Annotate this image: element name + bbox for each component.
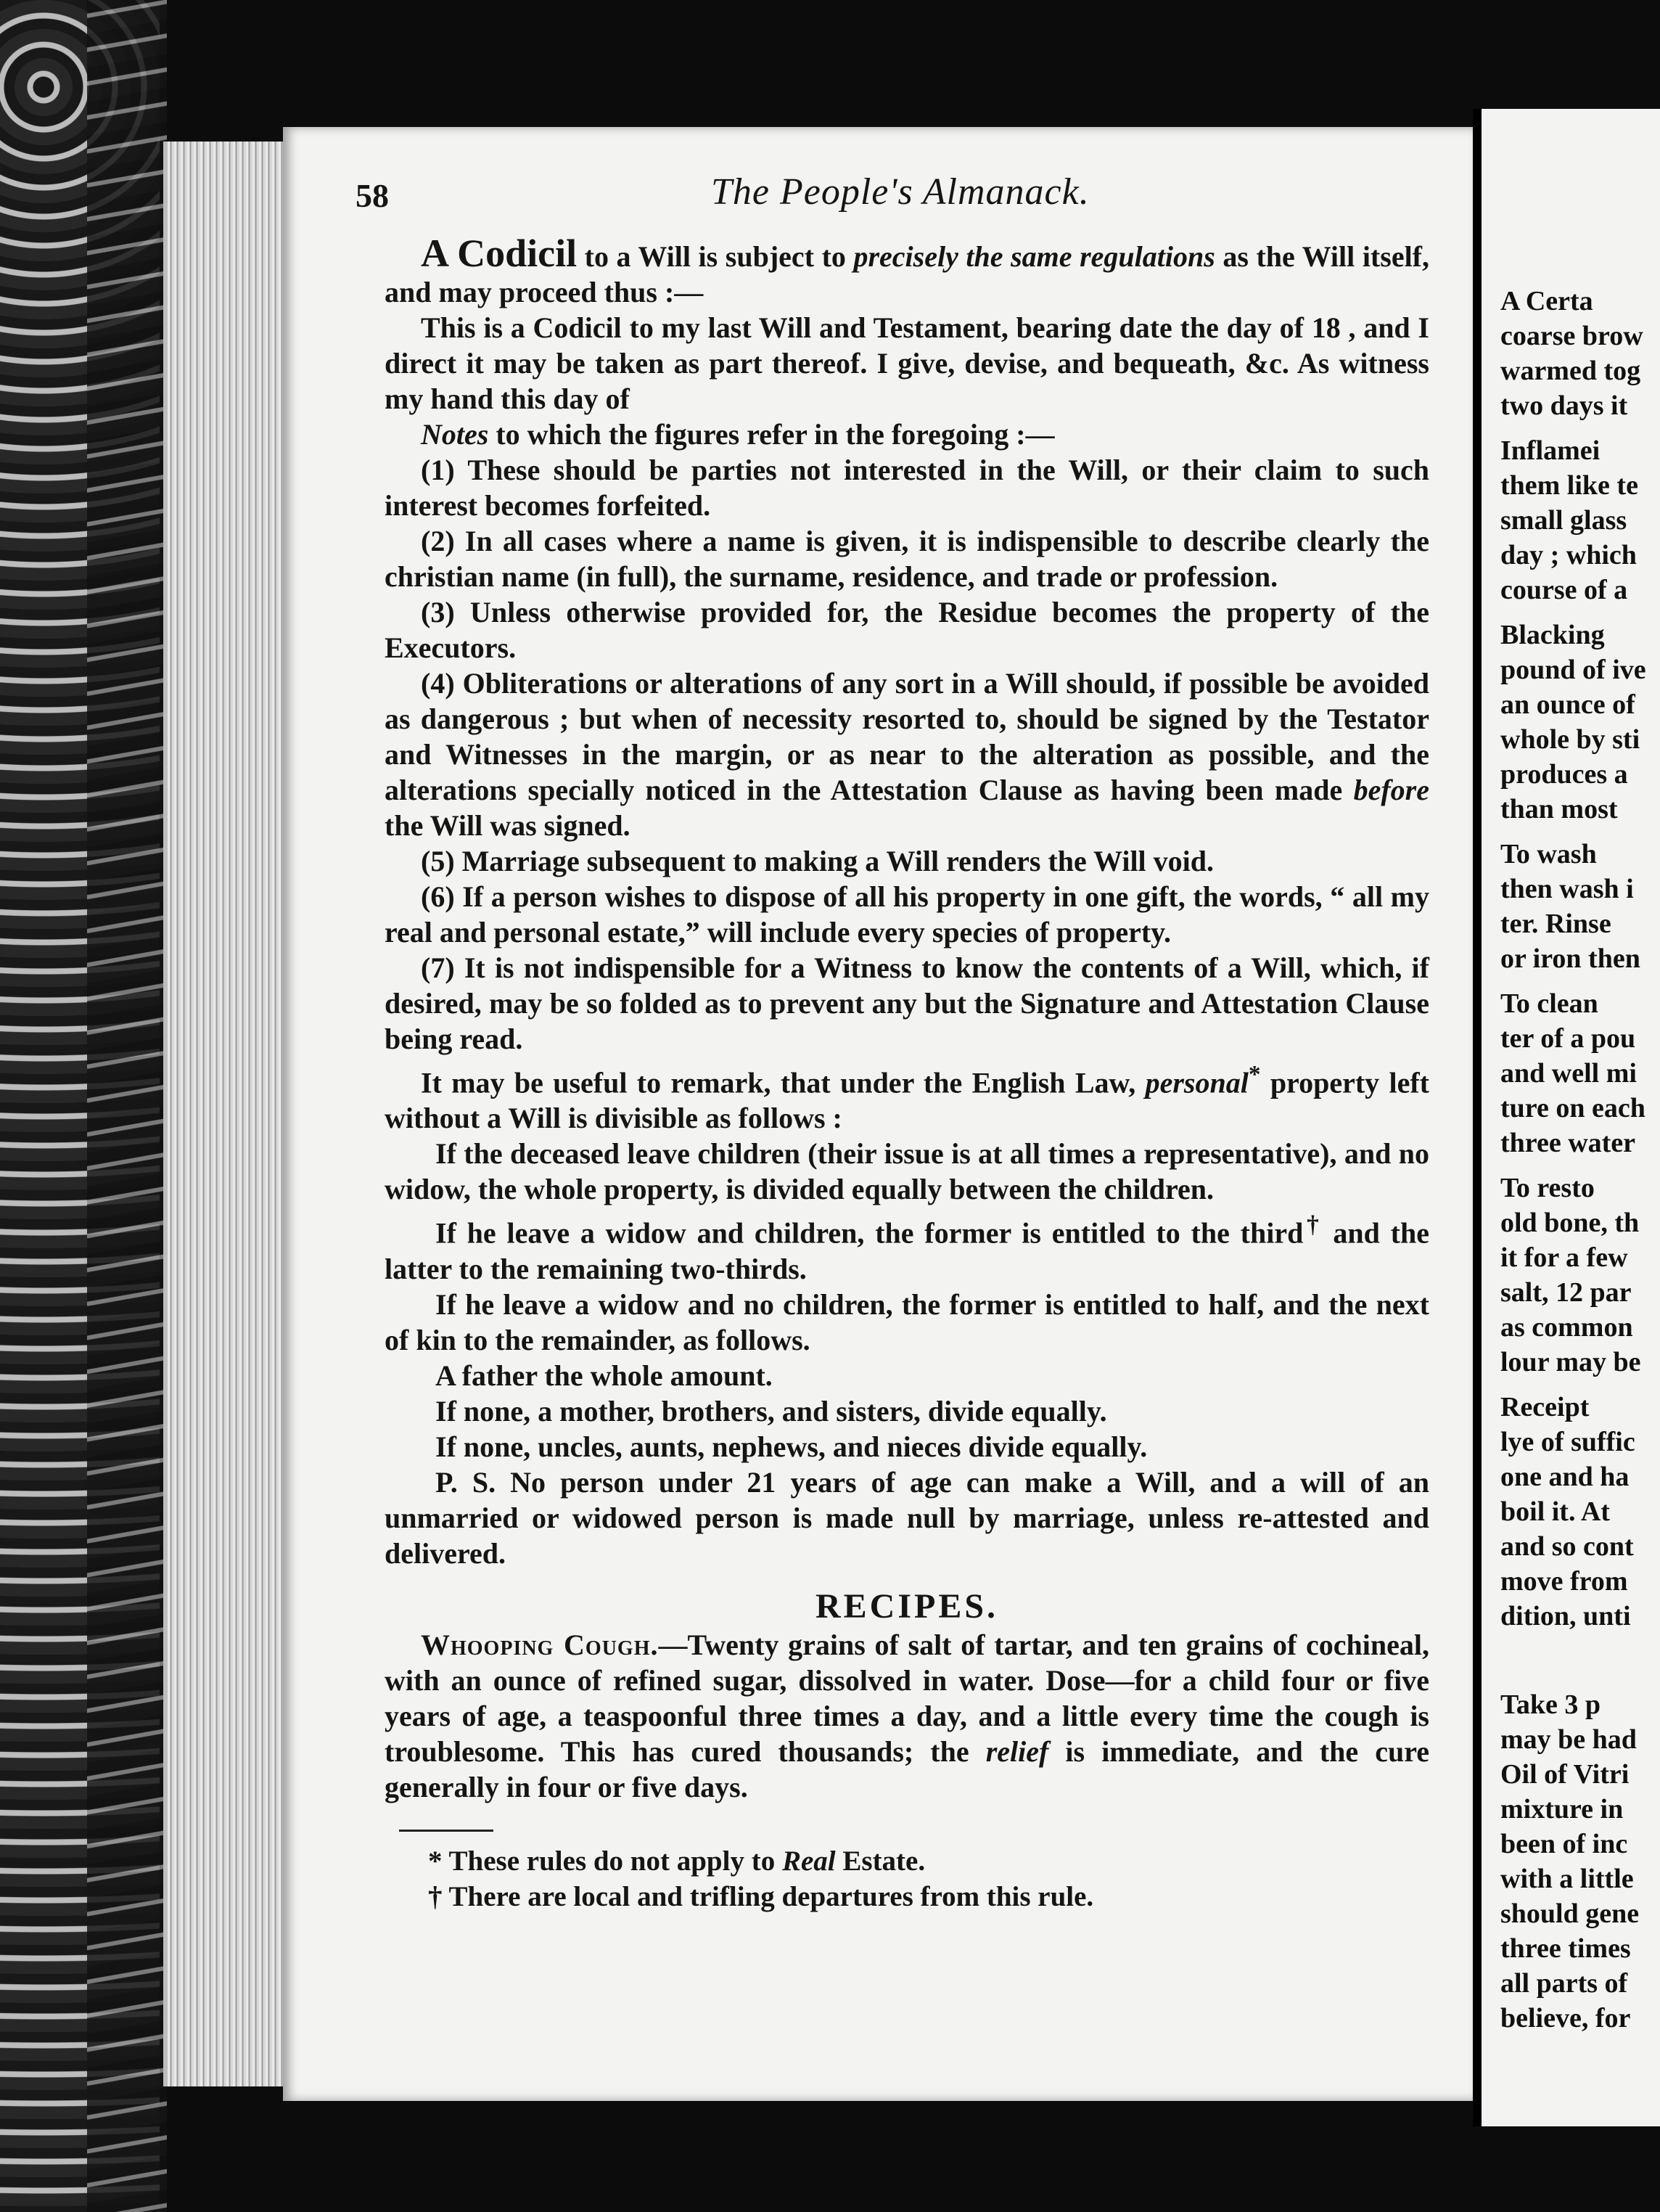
rule-widow-no-children: If he leave a widow and no children, the former is entitled to half, and the next of kin to the remainder, as follows. (385, 1287, 1429, 1356)
right-page-line: them like te (1500, 470, 1638, 501)
footnote-mark-asterisk: * (1248, 1061, 1261, 1088)
right-page-line: ter of a pou (1500, 1023, 1636, 1054)
english-law-emphasis: personal (1145, 1066, 1249, 1099)
note-7: (7) It is not indispensible for a Witness to know the contents of a Will, which, if desired, may be so folded as to prevent any but the Signature and Attestation Clause being read. (385, 951, 1429, 1055)
right-page-line: and well mi (1500, 1058, 1637, 1089)
rule-widow-children (385, 1207, 1429, 1286)
right-page-line: two days it (1500, 390, 1628, 421)
rule-mother: If none, a mother, brothers, and sisters, divide equally. (435, 1394, 1107, 1427)
notes-intro (385, 417, 1429, 452)
right-page-line: whole by sti (1500, 724, 1640, 755)
notes-rest: to which the figures refer in the foregoing :— (488, 418, 1055, 451)
footnote-dagger: † There are local and trifling departures from this rule. (428, 1880, 1094, 1912)
note-1: (1) These should be parties not interested in the Will, or their claim to such interest becomes forfeited. (385, 454, 1429, 522)
rule-widow-children-end: and the latter to the remaining two-thirds. (385, 1216, 1429, 1285)
right-page-line: To clean (1500, 988, 1598, 1019)
right-page-line: course of a (1500, 575, 1628, 605)
codicil-text: to a Will is subject to (577, 240, 854, 273)
whooping-cough-title: Whooping Cough. (421, 1628, 659, 1661)
whooping-cough-recipe (385, 1627, 1429, 1805)
note-5: (5) Marriage subsequent to making a Will renders the Will void. (421, 845, 1215, 877)
right-page-line: should gene (1500, 1898, 1640, 1929)
note-4 (385, 665, 1429, 843)
right-page-line: ter. Rinse (1500, 909, 1611, 939)
right-page-line: To wash (1500, 839, 1597, 869)
right-page-line: pound of ive (1500, 655, 1646, 685)
marbled-book-edge-inner (87, 0, 167, 2212)
right-page-line: warmed tog (1500, 356, 1641, 386)
right-page-line: one and ha (1500, 1462, 1630, 1492)
right-page-line: coarse brow (1500, 321, 1643, 351)
rule-father: A father the whole amount. (435, 1359, 773, 1392)
right-page-line: ture on each (1500, 1093, 1645, 1123)
note-4-end: the Will was signed. (385, 809, 630, 842)
right-page-line: mixture in (1500, 1794, 1624, 1824)
right-page-line: old bone, th (1500, 1208, 1640, 1238)
right-page-line: or iron then (1500, 943, 1640, 974)
english-law-end: property left without a Will is divisible as follows : (385, 1066, 1430, 1135)
left-page (283, 127, 1473, 2101)
right-page-line: To resto (1500, 1173, 1595, 1203)
right-page-line: it for a few (1500, 1242, 1628, 1273)
right-page-line: and so cont (1500, 1531, 1634, 1562)
footnote-1-text: * These rules do not apply to (428, 1845, 782, 1877)
codicil-text-end: as the Will itself, and may proceed thus :— (385, 240, 1429, 308)
rule-widow-children-text: If he leave a widow and children, the former is entitled to the third (435, 1216, 1304, 1250)
right-page-line: believe, for (1500, 2003, 1631, 2033)
english-law-text: It may be useful to remark, that under the English Law, (421, 1066, 1146, 1099)
codicil-emphasis: precisely the same regulations (853, 240, 1215, 273)
footnote-mark-dagger: † (1303, 1211, 1323, 1239)
right-page-line: as common (1500, 1312, 1633, 1343)
note-4-text: (4) Obliterations or alterations of any sort in a Will should, if possible be avoided as dangerous ; but when of necessity resorted to, should be signed by the Testator and Witnesses in the margin, or as near to the alteration as possible, and the alterations specially noticed in the Attestation Clause as having been made (385, 667, 1429, 806)
right-page-line: than most (1500, 794, 1618, 824)
footnote-1-end: Estate. (835, 1845, 926, 1877)
recipes-heading: RECIPES. (815, 1586, 999, 1626)
codicil-paragraph (385, 232, 1429, 310)
right-page-line: salt, 12 par (1500, 1277, 1632, 1308)
right-page-line: all parts of (1500, 1968, 1628, 1999)
note-6: (6) If a person wishes to dispose of all his property in one gift, the words, “ all my real and personal estate,” will include every species of property. (385, 880, 1429, 949)
right-page-line: Inflamei (1500, 435, 1601, 466)
running-header (283, 171, 1473, 229)
right-page-line: an ounce of (1500, 689, 1635, 720)
right-page-line: small glass (1500, 505, 1627, 536)
right-page-line: three water (1500, 1128, 1636, 1158)
right-page-line: dition, unti (1500, 1601, 1631, 1631)
rule-children: If the deceased leave children (their issue is at all times a representative), and no widow, the whole property, is divided equally between the children. (385, 1137, 1429, 1206)
postscript (385, 1465, 1429, 1571)
right-page-line: Blacking (1500, 620, 1605, 650)
notes-lead: Notes (421, 418, 489, 451)
right-page-line: A Certa (1500, 286, 1593, 316)
book-gutter (1473, 109, 1482, 2126)
right-page-line: boil it. At (1500, 1496, 1610, 1527)
right-page-line: lour may be (1500, 1347, 1641, 1377)
note-2: (2) In all cases where a name is given, it is indispensible to describe clearly the christian name (in full), the surname, residence, and trade or profession. (385, 525, 1429, 593)
right-page-line: then wash i (1500, 874, 1634, 904)
postscript-lead: P. S. (435, 1465, 496, 1499)
codicil-form-paragraph: This is a Codicil to my last Will and Testament, bearing date the day of 18 , and I direct it may be taken as part thereof. I give, devise, and bequeath, &c. As witness my hand this day of (385, 311, 1429, 415)
right-page-line: lye of suffic (1500, 1427, 1635, 1457)
right-page-line: Receipt (1500, 1392, 1590, 1422)
codicil-lead: A Codicil (421, 232, 578, 275)
page-number: 58 (356, 177, 389, 214)
right-page-line: three times (1500, 1933, 1631, 1964)
right-page-line: may be had (1500, 1724, 1637, 1755)
right-page-line: with a little (1500, 1864, 1634, 1894)
right-page-line: Take 3 p (1500, 1689, 1601, 1720)
right-page-line: Oil of Vitri (1500, 1759, 1630, 1790)
whooping-cough-end: is immediate, and the cure generally in four or five days. (385, 1734, 1430, 1803)
postscript-text: No person under 21 years of age can make a Will, and a will of an unmarried or widowed person is made null by marriage, unless re-attested and delivered. (385, 1465, 1429, 1570)
whooping-cough-emphasis: relief (985, 1734, 1049, 1768)
note-3: (3) Unless otherwise provided for, the Residue becomes the property of the Executors. (385, 596, 1429, 664)
running-title: The People's Almanack. (711, 171, 1090, 213)
english-law-paragraph (385, 1057, 1429, 1136)
note-4-emphasis: before (1353, 774, 1429, 806)
right-page-line: move from (1500, 1566, 1628, 1597)
right-page-line: day ; which (1500, 540, 1637, 570)
rule-uncles: If none, uncles, aunts, nephews, and nieces divide equally. (435, 1430, 1148, 1463)
footnote-rule (399, 1830, 493, 1832)
footnote-1-emphasis: Real (781, 1845, 836, 1877)
right-page-line: produces a (1500, 759, 1628, 790)
footnote-asterisk (385, 1843, 1429, 1879)
whooping-cough-text: —Twenty grains of salt of tartar, and ten grains of cochineal, with an ounce of refined sugar, dissolved in water. Dose—for a child four or five years of age, a teaspoonful three times a day, and a little every time the cough is troublesome. This has cured thousands; the (385, 1628, 1429, 1768)
right-page-line: been of inc (1500, 1829, 1628, 1859)
page-body (385, 232, 1430, 1914)
right-page-fragment (1482, 109, 1660, 2126)
